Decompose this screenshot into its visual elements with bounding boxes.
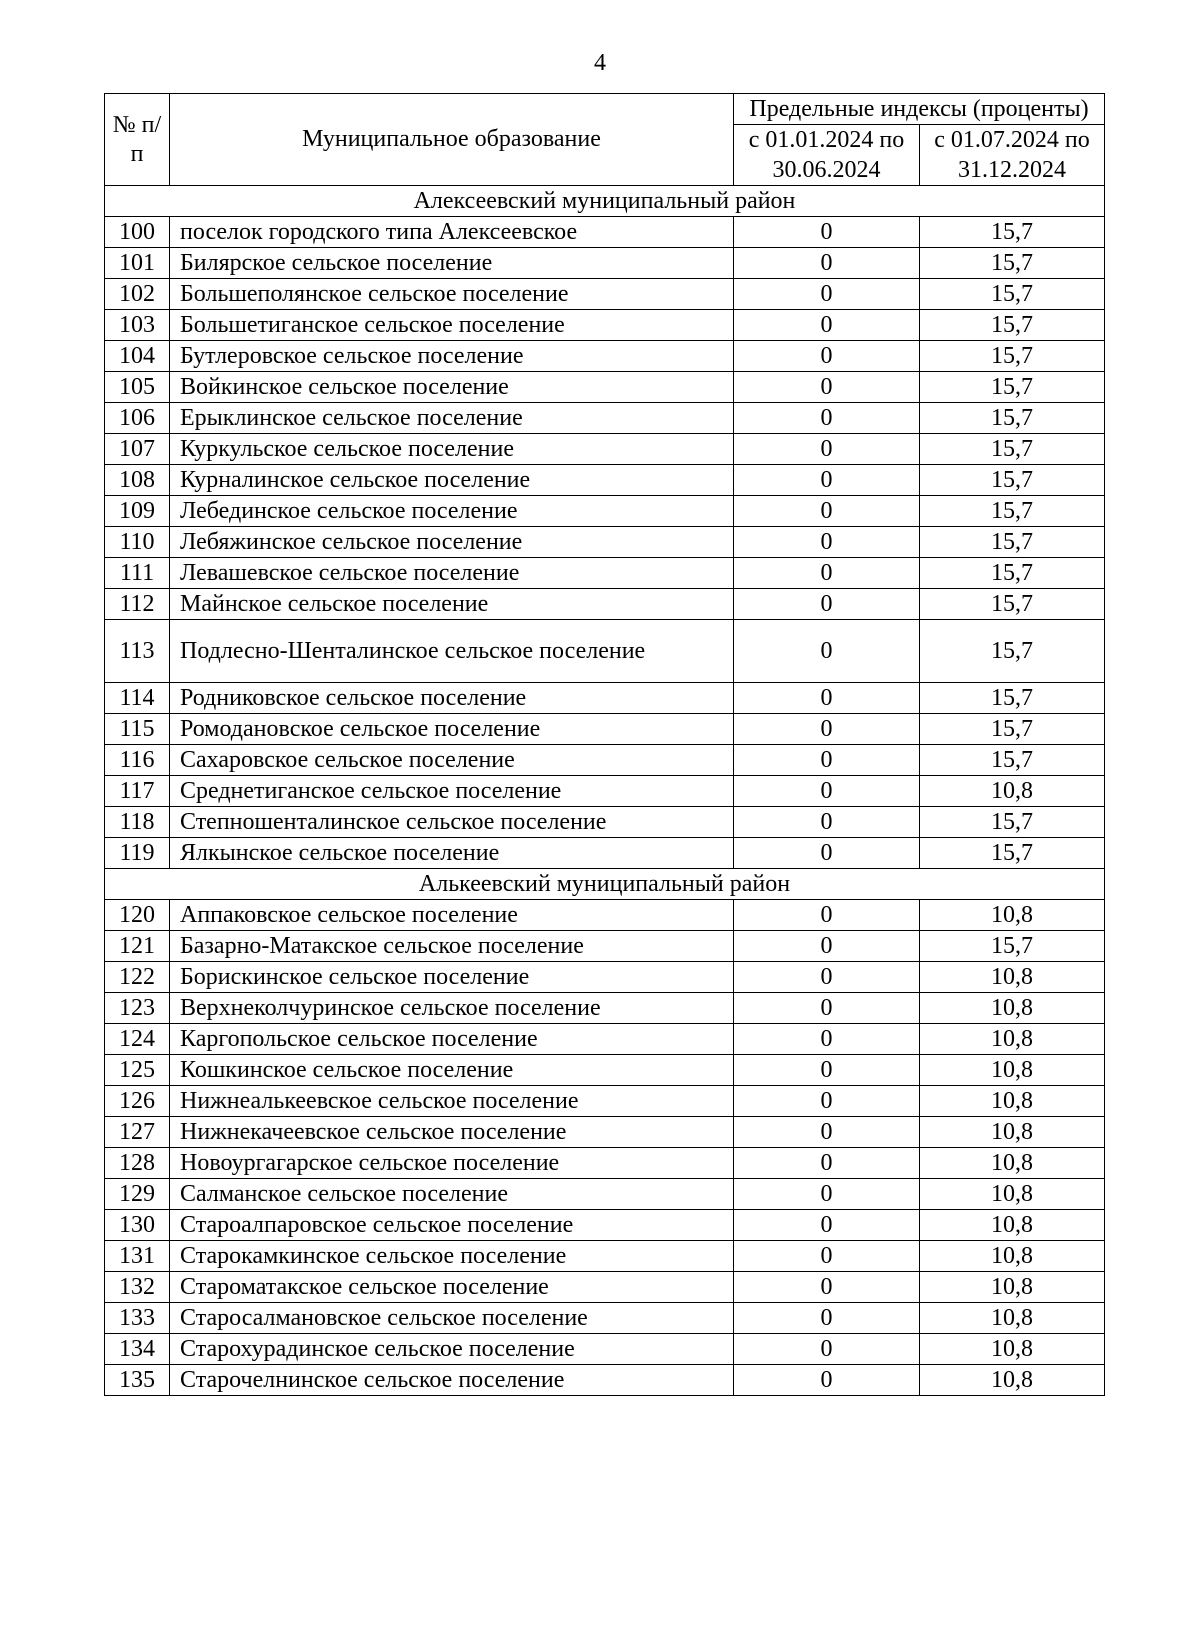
row-number-cell: 132 [105,1272,170,1303]
row-number-cell: 110 [105,527,170,558]
table-row [105,1024,1105,1055]
row-number-cell: 118 [105,807,170,838]
index-second-half-cell: 15,7 [920,279,1105,310]
index-first-half-cell: 0 [734,1117,920,1148]
row-number-cell: 105 [105,372,170,403]
index-first-half-cell: 0 [734,589,920,620]
row-number-cell: 131 [105,1241,170,1272]
table-row [105,589,1105,620]
municipality-name-cell: Майнское сельское поселение [170,589,734,620]
row-number-cell: 125 [105,1055,170,1086]
index-first-half-cell: 0 [734,1241,920,1272]
row-number-cell: 135 [105,1365,170,1396]
index-first-half-cell: 0 [734,776,920,807]
index-second-half-cell: 10,8 [920,993,1105,1024]
table-row [105,683,1105,714]
row-number-cell: 106 [105,403,170,434]
section-title: Алькеевский муниципальный район [105,869,1105,900]
index-first-half-cell: 0 [734,1334,920,1365]
table-row [105,745,1105,776]
row-number-cell: 107 [105,434,170,465]
table-row [105,1303,1105,1334]
row-number-cell: 126 [105,1086,170,1117]
row-number-cell: 100 [105,217,170,248]
index-first-half-cell: 0 [734,558,920,589]
municipality-name-cell: Сахаровское сельское поселение [170,745,734,776]
index-first-half-cell: 0 [734,496,920,527]
index-first-half-cell: 0 [734,465,920,496]
table-row [105,1365,1105,1396]
row-number-cell: 123 [105,993,170,1024]
index-second-half-cell: 15,7 [920,310,1105,341]
table-row [105,1179,1105,1210]
index-second-half-cell: 15,7 [920,683,1105,714]
municipality-name-cell: Куркульское сельское поселение [170,434,734,465]
table-row [105,807,1105,838]
index-first-half-cell: 0 [734,745,920,776]
index-second-half-cell: 15,7 [920,403,1105,434]
index-first-half-cell: 0 [734,1055,920,1086]
index-first-half-cell: 0 [734,931,920,962]
municipality-name-cell: Ялкынское сельское поселение [170,838,734,869]
index-second-half-cell: 10,8 [920,1334,1105,1365]
row-number-cell: 121 [105,931,170,962]
municipality-name-cell: Каргопольское сельское поселение [170,1024,734,1055]
table-row [105,776,1105,807]
index-second-half-cell: 10,8 [920,1024,1105,1055]
row-number-cell: 102 [105,279,170,310]
index-first-half-cell: 0 [734,1303,920,1334]
row-number-cell: 108 [105,465,170,496]
index-first-half-cell: 0 [734,341,920,372]
row-number-cell: 103 [105,310,170,341]
index-first-half-cell: 0 [734,1179,920,1210]
table-row [105,1148,1105,1179]
index-second-half-cell: 15,7 [920,217,1105,248]
municipality-name-cell: Староматакское сельское поселение [170,1272,734,1303]
row-number-cell: 128 [105,1148,170,1179]
index-second-half-cell: 15,7 [920,714,1105,745]
index-second-half-cell: 10,8 [920,1303,1105,1334]
municipality-name-cell: Борискинское сельское поселение [170,962,734,993]
index-second-half-cell: 10,8 [920,1210,1105,1241]
table-row [105,900,1105,931]
index-second-half-cell: 15,7 [920,620,1105,683]
index-first-half-cell: 0 [734,434,920,465]
index-second-half-cell: 10,8 [920,1272,1105,1303]
row-number-cell: 127 [105,1117,170,1148]
municipality-name-cell: Большетиганское сельское поселение [170,310,734,341]
municipality-name-cell: Салманское сельское поселение [170,1179,734,1210]
row-number-cell: 129 [105,1179,170,1210]
municipality-name-cell: Ромодановское сельское поселение [170,714,734,745]
row-number-cell: 130 [105,1210,170,1241]
row-number-cell: 113 [105,620,170,683]
table-row [105,403,1105,434]
row-number-cell: 115 [105,714,170,745]
table-row [105,341,1105,372]
row-number-cell: 116 [105,745,170,776]
index-second-half-cell: 10,8 [920,1117,1105,1148]
row-number-cell: 119 [105,838,170,869]
section-header-row [105,186,1105,217]
row-number-cell: 122 [105,962,170,993]
section-header-row [105,869,1105,900]
municipality-name-cell: Степношенталинское сельское поселение [170,807,734,838]
index-second-half-cell: 10,8 [920,900,1105,931]
index-second-half-cell: 10,8 [920,962,1105,993]
row-number-cell: 117 [105,776,170,807]
index-first-half-cell: 0 [734,838,920,869]
table-row [105,1055,1105,1086]
index-first-half-cell: 0 [734,527,920,558]
table-row [105,962,1105,993]
index-second-half-cell: 15,7 [920,248,1105,279]
index-second-half-cell: 15,7 [920,931,1105,962]
municipality-name-cell: поселок городского типа Алексеевское [170,217,734,248]
municipality-name-cell: Нижнеалькеевское сельское поселение [170,1086,734,1117]
table-row [105,496,1105,527]
table-row [105,1334,1105,1365]
index-second-half-cell: 15,7 [920,372,1105,403]
index-first-half-cell: 0 [734,217,920,248]
row-number-cell: 114 [105,683,170,714]
municipality-name-cell: Старокамкинское сельское поселение [170,1241,734,1272]
municipality-name-cell: Лебединское сельское поселение [170,496,734,527]
municipality-name-cell: Ерыклинское сельское поселение [170,403,734,434]
table-row [105,1210,1105,1241]
index-second-half-cell: 10,8 [920,1179,1105,1210]
table-row [105,465,1105,496]
municipality-name-cell: Старосалмановское сельское поселение [170,1303,734,1334]
municipality-name-cell: Верхнеколчуринское сельское поселение [170,993,734,1024]
row-number-cell: 112 [105,589,170,620]
index-second-half-cell: 10,8 [920,776,1105,807]
row-number-cell: 124 [105,1024,170,1055]
index-first-half-cell: 0 [734,1365,920,1396]
index-first-half-cell: 0 [734,1210,920,1241]
municipality-name-cell: Большеполянское сельское поселение [170,279,734,310]
index-first-half-cell: 0 [734,962,920,993]
index-first-half-cell: 0 [734,1024,920,1055]
municipality-name-cell: Курналинское сельское поселение [170,465,734,496]
index-first-half-cell: 0 [734,620,920,683]
index-first-half-cell: 0 [734,807,920,838]
municipality-name-cell: Левашевское сельское поселение [170,558,734,589]
index-first-half-cell: 0 [734,403,920,434]
index-second-half-cell: 15,7 [920,558,1105,589]
municipality-name-cell: Староалпаровское сельское поселение [170,1210,734,1241]
index-second-half-cell: 10,8 [920,1055,1105,1086]
table-row [105,372,1105,403]
index-first-half-cell: 0 [734,900,920,931]
index-second-half-cell: 10,8 [920,1086,1105,1117]
table-row [105,558,1105,589]
municipality-name-cell: Кошкинское сельское поселение [170,1055,734,1086]
index-table [104,93,1105,1396]
index-second-half-cell: 15,7 [920,807,1105,838]
table-row [105,838,1105,869]
row-number-cell: 120 [105,900,170,931]
municipality-name-cell: Подлесно-Шенталинское сельское поселение [170,620,734,683]
index-second-half-cell: 15,7 [920,745,1105,776]
table-row [105,310,1105,341]
index-first-half-cell: 0 [734,683,920,714]
table-row [105,620,1105,683]
row-number-cell: 134 [105,1334,170,1365]
header-period-first-half: с 01.01.2024 по 30.06.2024 [734,125,920,186]
row-number-cell: 109 [105,496,170,527]
municipality-name-cell: Билярское сельское поселение [170,248,734,279]
index-second-half-cell: 15,7 [920,838,1105,869]
municipality-name-cell: Среднетиганское сельское поселение [170,776,734,807]
row-number-cell: 111 [105,558,170,589]
index-first-half-cell: 0 [734,1272,920,1303]
municipality-name-cell: Нижнекачеевское сельское поселение [170,1117,734,1148]
index-second-half-cell: 15,7 [920,341,1105,372]
index-first-half-cell: 0 [734,279,920,310]
index-second-half-cell: 10,8 [920,1148,1105,1179]
index-first-half-cell: 0 [734,714,920,745]
header-indices-column: Предельные индексы (проценты) [734,94,1105,125]
table-row [105,1117,1105,1148]
index-first-half-cell: 0 [734,1148,920,1179]
municipality-name-cell: Старочелнинское сельское поселение [170,1365,734,1396]
index-second-half-cell: 15,7 [920,434,1105,465]
municipality-name-cell: Лебяжинское сельское поселение [170,527,734,558]
municipality-name-cell: Войкинское сельское поселение [170,372,734,403]
index-first-half-cell: 0 [734,248,920,279]
table-row [105,279,1105,310]
table-row [105,527,1105,558]
municipality-name-cell: Аппаковское сельское поселение [170,900,734,931]
row-number-cell: 133 [105,1303,170,1334]
table-row [105,248,1105,279]
row-number-cell: 104 [105,341,170,372]
header-municipality-column: Муниципальное образование [170,94,734,186]
index-first-half-cell: 0 [734,1086,920,1117]
table-row [105,217,1105,248]
municipality-name-cell: Базарно-Матакское сельское поселение [170,931,734,962]
index-first-half-cell: 0 [734,372,920,403]
index-first-half-cell: 0 [734,993,920,1024]
page-number: 4 [594,50,606,76]
table-row [105,1241,1105,1272]
row-number-cell: 101 [105,248,170,279]
table-row [105,931,1105,962]
header-period-second-half: с 01.07.2024 по 31.12.2024 [920,125,1105,186]
index-second-half-cell: 15,7 [920,527,1105,558]
table-row [105,1086,1105,1117]
index-second-half-cell: 15,7 [920,465,1105,496]
municipality-name-cell: Родниковское сельское поселение [170,683,734,714]
table-body [105,186,1105,1396]
index-first-half-cell: 0 [734,310,920,341]
index-second-half-cell: 10,8 [920,1365,1105,1396]
table-row [105,434,1105,465]
index-second-half-cell: 10,8 [920,1241,1105,1272]
index-second-half-cell: 15,7 [920,496,1105,527]
section-title: Алексеевский муниципальный район [105,186,1105,217]
municipality-name-cell: Бутлеровское сельское поселение [170,341,734,372]
table-row [105,714,1105,745]
table-row [105,1272,1105,1303]
index-second-half-cell: 15,7 [920,589,1105,620]
municipality-name-cell: Старохурадинское сельское поселение [170,1334,734,1365]
municipality-name-cell: Новоургагарское сельское поселение [170,1148,734,1179]
header-number-column: № п/п [105,94,170,186]
table-header [105,94,1105,186]
table-row [105,993,1105,1024]
